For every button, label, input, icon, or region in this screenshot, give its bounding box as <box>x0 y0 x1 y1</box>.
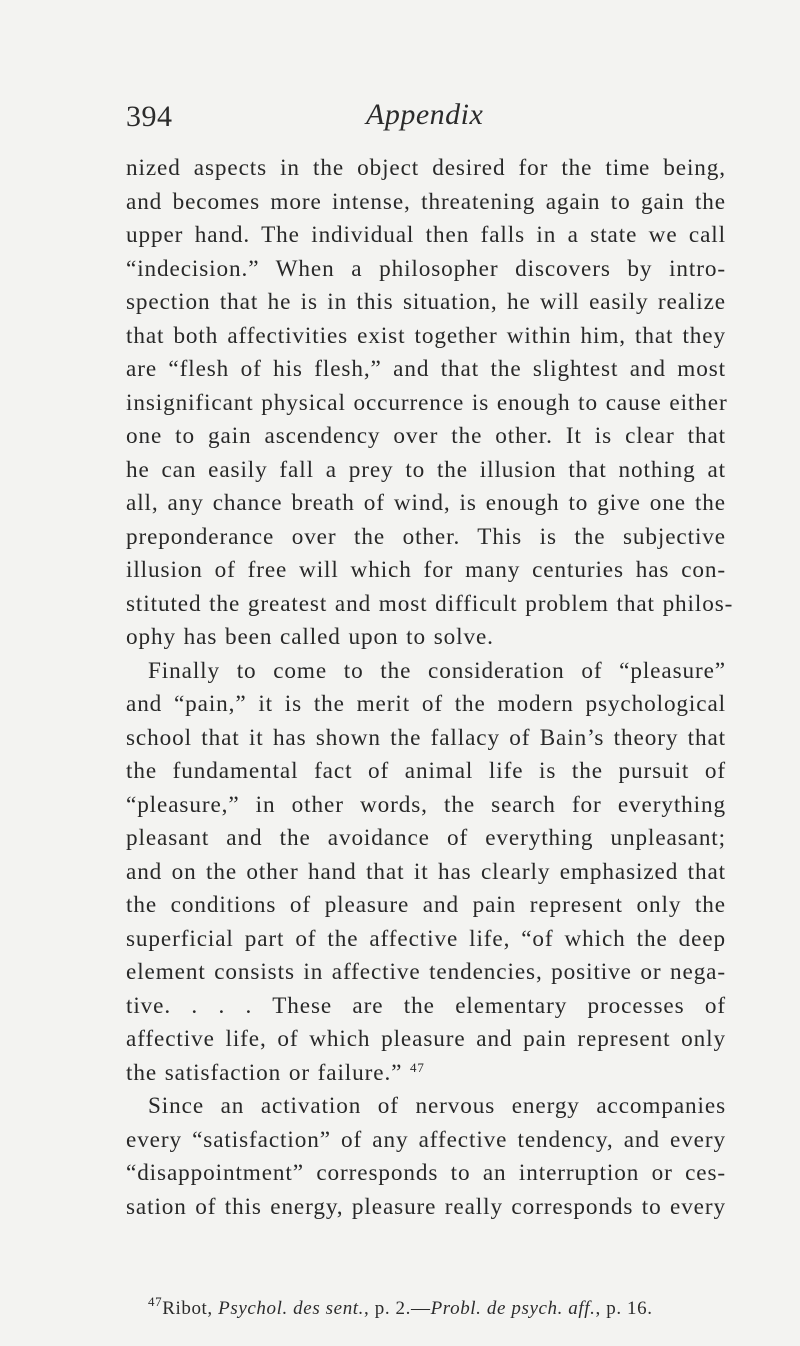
text-line: Since an activation of nervous energy accompanies <box>148 1093 726 1119</box>
text-line: “indecision.” When a philosopher discovers by intro- <box>126 255 726 282</box>
text-line: tive. . . . These are the elementary processes of <box>126 992 726 1019</box>
text-line: preponderance over the other. This is the subjective <box>126 523 726 550</box>
text-line: insignificant physical occurrence is enough to cause either <box>126 389 728 416</box>
text-line: nized aspects in the object desired for the time being, <box>126 155 726 181</box>
text-line: “pleasure,” in other words, the search for everything <box>126 791 726 818</box>
text-line: he can easily fall a prey to the illusion that nothing at <box>126 456 726 483</box>
text-line: upper hand. The individual then falls in a state we call <box>126 222 726 248</box>
text-line: “disappointment” corresponds to an interruption or ces- <box>126 1160 726 1186</box>
text-line: affective life, of which pleasure and pain represent only <box>126 1026 726 1052</box>
body-text <box>126 152 734 1224</box>
text-line: all, any chance breath of wind, is enough to give one the <box>126 490 726 516</box>
text-line: the satisfaction or failure.” <box>126 1059 403 1086</box>
footnote-end: , p. 16. <box>595 1298 653 1319</box>
footnote-reference: 47 <box>410 1059 425 1075</box>
footnote-title-1: Psychol. des sent. <box>218 1298 365 1319</box>
text-line: sation of this energy, pleasure really corresponds to every <box>126 1193 726 1220</box>
page-number: 394 <box>126 100 173 133</box>
footnote-marker: 47 <box>148 1294 163 1309</box>
text-line: school that it has shown the fallacy of Bain’s theory that <box>126 724 726 751</box>
text-line: one to gain ascendency over the other. It is clear that <box>126 423 726 449</box>
text-line: superficial part of the affective life, “of which the deep <box>126 925 726 952</box>
footnote <box>148 1294 748 1320</box>
text-line: spection that he is in this situation, he will easily realize <box>126 289 726 315</box>
text-line: are “flesh of his flesh,” and that the slightest and most <box>126 356 726 382</box>
footnote-author: Ribot, <box>162 1298 219 1319</box>
text-line: the fundamental fact of animal life is the pursuit of <box>126 758 726 784</box>
text-line: pleasant and the avoidance of everything unpleasant; <box>126 825 726 851</box>
text-line: stituted the greatest and most difficult problem that philos- <box>126 590 734 617</box>
text-line: and becomes more intense, threatening again to gain the <box>126 188 726 215</box>
text-line: Finally to come to the consideration of “pleasure” <box>148 657 726 684</box>
text-line: that both affectivities exist together within him, that they <box>126 322 726 349</box>
text-line: and on the other hand that it has clearly emphasized that <box>126 858 726 885</box>
footnote-title-2: Probl. de psych. aff. <box>430 1298 596 1319</box>
text-line-with-footnote-ref <box>126 1057 726 1091</box>
page-header <box>126 100 706 150</box>
text-line: element consists in affective tendencies, positive or nega- <box>126 959 726 985</box>
text-line: every “satisfaction” of any affective tendency, and every <box>126 1126 726 1153</box>
footnote-mid: , p. 2.— <box>364 1298 431 1319</box>
text-line: illusion of free will which for many centuries has con- <box>126 557 726 583</box>
running-head: Appendix <box>366 98 484 131</box>
text-line: the conditions of pleasure and pain represent only the <box>126 892 726 918</box>
text-line: and “pain,” it is the merit of the modern psychological <box>126 691 726 717</box>
text-line: ophy has been called upon to solve. <box>126 624 494 650</box>
